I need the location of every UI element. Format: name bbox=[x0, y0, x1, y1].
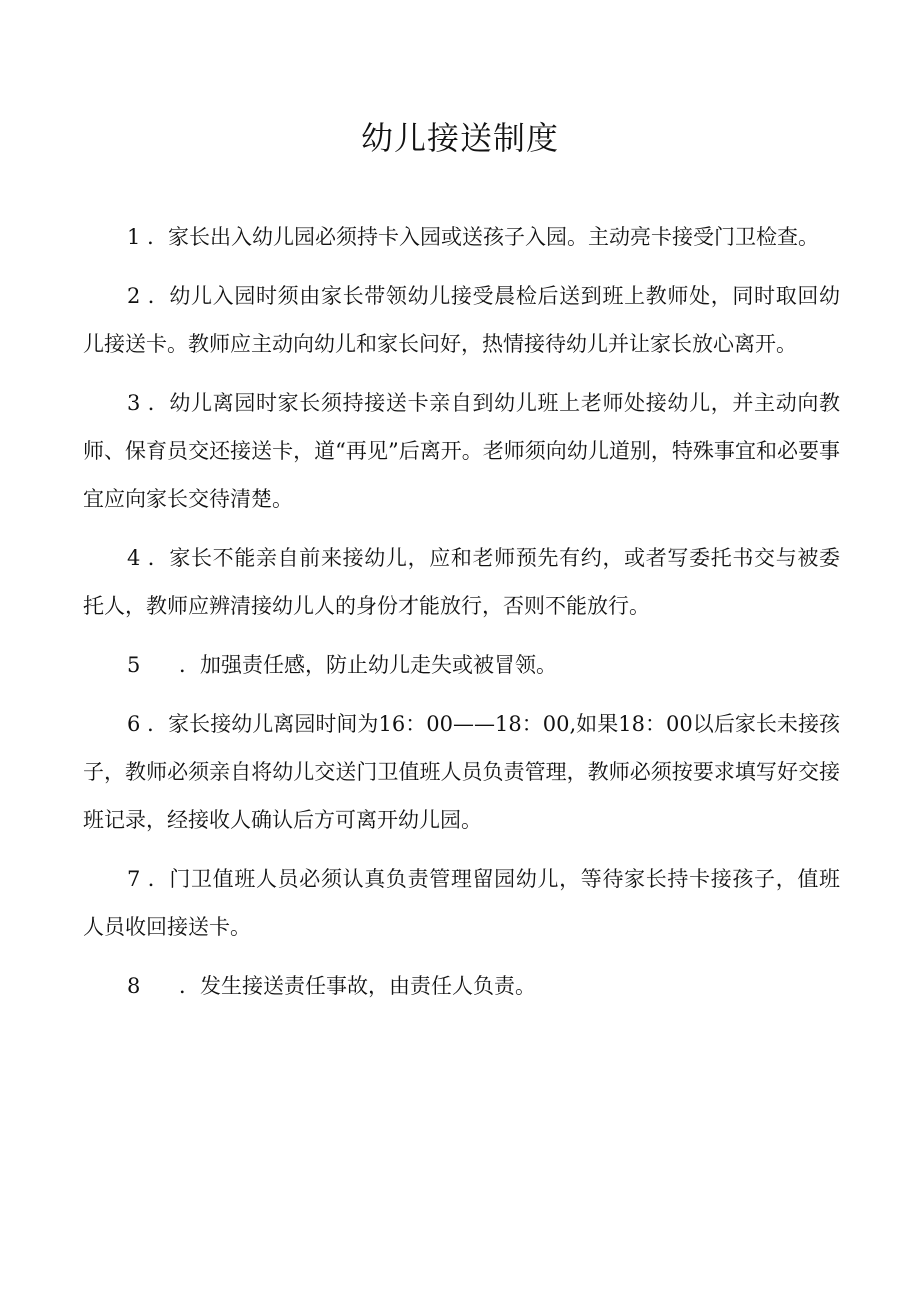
clause-number: 7 bbox=[127, 867, 141, 891]
document-title: 幼儿接送制度 bbox=[360, 119, 559, 157]
clause-text: ．家长不能亲自前来接幼儿，应和老师预先有约，或者写委托书交与被委托人，教师应辨清接幼儿人的身份才能放行，否则不能放行。 bbox=[83, 546, 840, 618]
clause-7 bbox=[83, 855, 840, 951]
clause-1 bbox=[83, 213, 840, 261]
clause-number: 8 bbox=[127, 974, 141, 998]
clause-6 bbox=[83, 700, 840, 844]
clause-text: ．幼儿入园时须由家长带领幼儿接受晨检后送到班上教师处，同时取回幼儿接送卡。教师应主动向幼儿和家长问好，热情接待幼儿并让家长放心离开。 bbox=[83, 284, 840, 356]
clause-number: 4 bbox=[127, 546, 141, 570]
clause-text: ．幼儿离园时家长须持接送卡亲自到幼儿班上老师处接幼儿，并主动向教师、保育员交还接送卡，道“再见”后离开。老师须向幼儿道别，特殊事宜和必要事宜应向家长交待清楚。 bbox=[83, 391, 840, 511]
clause-4 bbox=[83, 534, 840, 630]
clause-3 bbox=[83, 379, 840, 523]
clause-text: ．门卫值班人员必须认真负责管理留园幼儿，等待家长持卡接孩子，值班人员收回接送卡。 bbox=[83, 867, 840, 939]
clause-list bbox=[83, 213, 840, 1021]
clause-number: 6 bbox=[127, 712, 141, 736]
clause-text: ．家长接幼儿离园时间为16：00——18：00,如果18：00以后家长未接孩子，教师必须亲自将幼儿交送门卫值班人员负责管理，教师必须按要求填写好交接班记录，经接收人确认后方可离开幼儿园。 bbox=[83, 712, 840, 832]
clause-text: ．家长出入幼儿园必须持卡入园或送孩子入园。主动亮卡接受门卫检查。 bbox=[147, 225, 820, 249]
clause-number: 3 bbox=[127, 391, 141, 415]
clause-5 bbox=[83, 641, 840, 689]
clause-number: 5 bbox=[127, 653, 141, 677]
clause-2 bbox=[83, 272, 840, 368]
clause-text: ．发生接送责任事故，由责任人负责。 bbox=[179, 974, 536, 998]
clause-text: ．加强责任感，防止幼儿走失或被冒领。 bbox=[179, 653, 557, 677]
clause-number: 1 bbox=[127, 225, 141, 249]
clause-8 bbox=[83, 962, 840, 1010]
clause-number: 2 bbox=[127, 284, 141, 308]
